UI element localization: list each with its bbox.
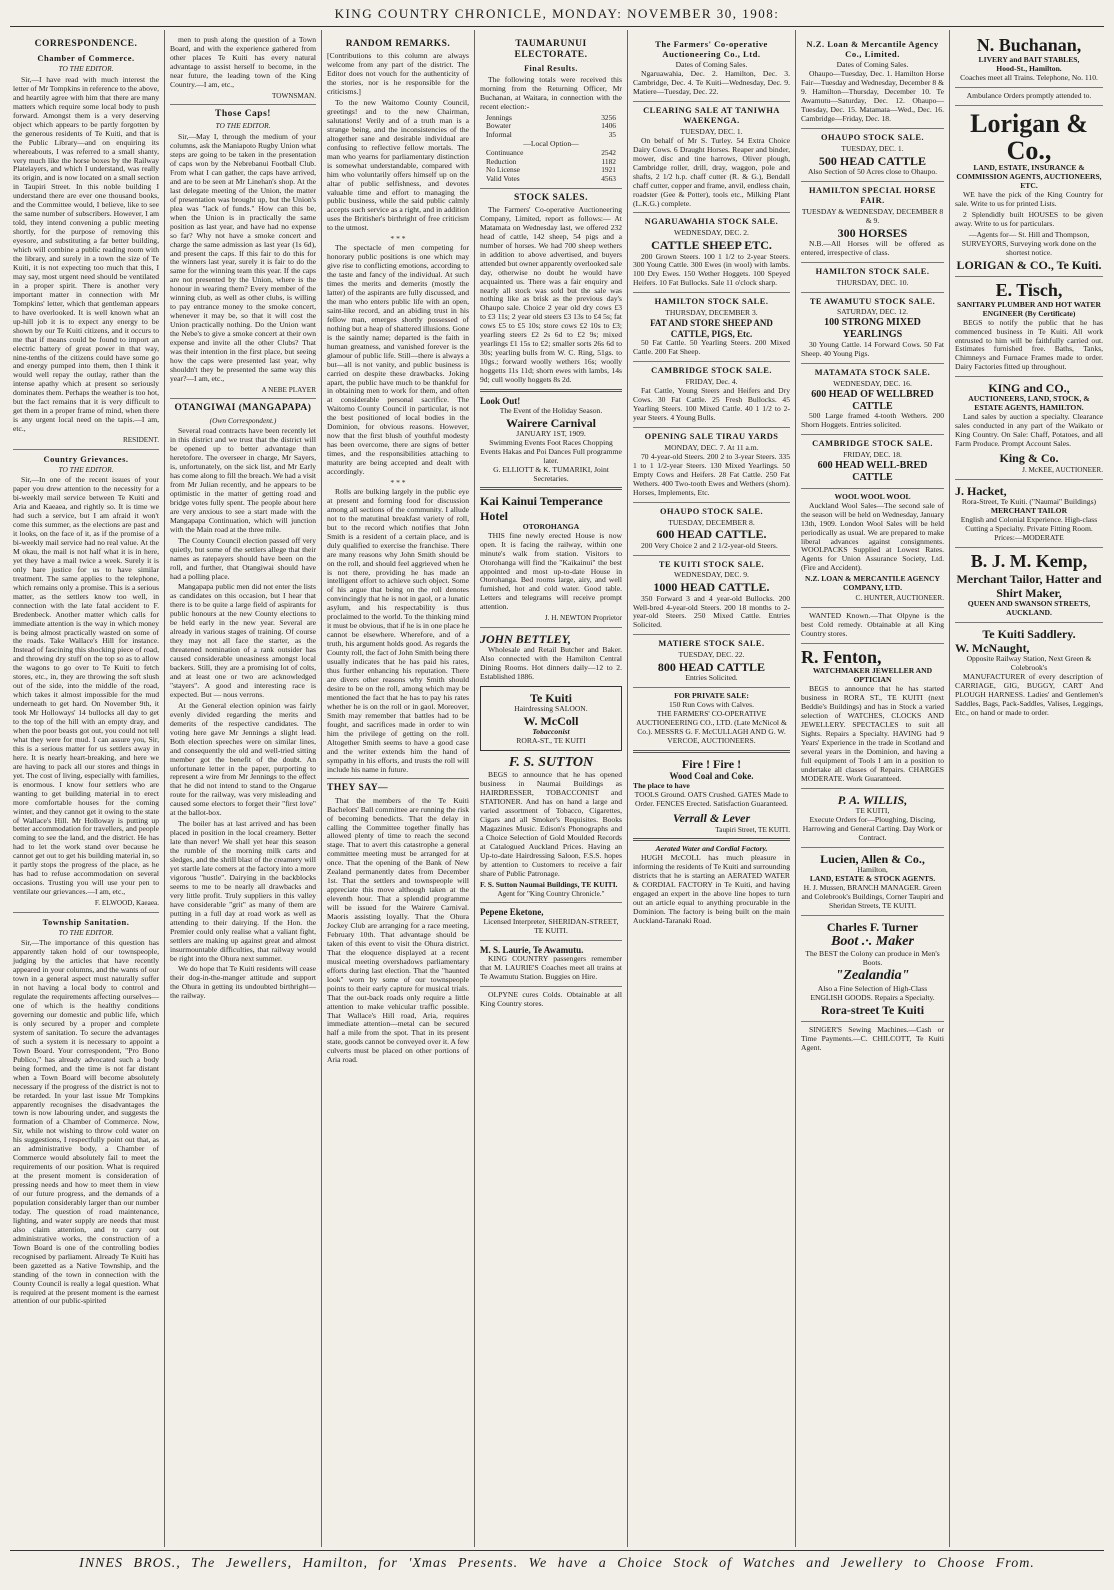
hacket-name: J. Hacket, <box>955 483 1007 498</box>
clearing-sale-heading: CLEARING SALE AT TANIWHA WAEKENGA. <box>643 106 780 125</box>
horse-fair-text: N.B.—All Horses will be offered as entered, irrespective of class. <box>801 238 944 257</box>
salon-address: RORA-ST., TE KUITI <box>516 735 586 745</box>
lucien-trade: LAND, ESTATE & STOCK AGENTS. <box>809 873 936 883</box>
king-trade: AUCTIONEERS, LAND, STOCK, & ESTATE AGENTS, HAMILTON. <box>968 394 1090 413</box>
divider <box>955 622 1103 623</box>
option-row: No License 1921 <box>486 165 616 175</box>
ohaupo-headline: 600 HEAD CATTLE. <box>656 527 767 542</box>
divider <box>801 181 944 182</box>
fire-text: TOOLS Ground. OATS Crushed. GATES Made to Order. FENCES Erected. Satisfaction Guaranteed. <box>634 789 789 808</box>
cambridge-heading: CAMBRIDGE STOCK SALE. <box>812 439 933 449</box>
king-signature: King & Co. <box>999 451 1059 466</box>
tirau-heading: OPENING SALE TIRAU YARDS <box>644 431 779 441</box>
matiere-headline: 800 HEAD CATTLE <box>657 660 766 675</box>
local-option-label: —Local Option— <box>523 138 579 148</box>
column-4 <box>475 30 628 1547</box>
masthead: KING COUNTRY CHRONICLE, MONDAY: NOVEMBER 30, 1908: <box>334 6 780 21</box>
tekuiti-sale-date: WEDNESDAY, DEC. 9. <box>674 570 749 580</box>
random-remarks-heading: RANDOM REMARKS. <box>345 39 451 49</box>
townsman-letter-end: men to push along the question of a Town Board, and with the experience gathered from other places Te Kuiti has every natural advantage to assist herself to become, in the near future, the leading town of the King Country.—I am, etc., <box>170 35 316 89</box>
king-text: Land sales by auction a specialty. Clearance sales conducted in any part of the Waikato or King Country. On Sale: Chaff, Potatoes, and all Farm Produce. Prompt Account Sales. <box>955 412 1103 449</box>
cambridge-heading: CAMBRIDGE STOCK SALE. <box>651 366 772 376</box>
lorigan-text: WE have the pick of the King Country for sale. Write to us for printed Lists. <box>955 190 1103 209</box>
aerated-text: HUGH McCOLL has much pleasure in informing the residents of Te Kuiti and surrounding districts that he is starting an AERATED WATER & CORDIAL FACTORY in Te Kuiti, and having engaged an expert in the above line hopes to turn out an article equal to anything procurable in the Dominion. The factory is being built on the main Auckland-Taranaki Road. <box>633 853 790 925</box>
matiere-heading: MATIERE STOCK SALE. <box>658 639 765 649</box>
nzloan-dates-heading: Dates of Coming Sales. <box>836 60 909 70</box>
they-say-text: That the members of the Te Kuiti Bachelors' Ball committee are running the risk of becoming benedicts. That the delay in calling the Committee together finally has allowed plenty of time to reach the second stage. That to avert this catastrophe a general committee meeting must be arranged for at once. That the opening of the Bank of New Zealand permanently dates from December 1st. That the settlers and townspeople will appreciate this move although taken at the eleventh hour. That a splendid programme will be issued for the Wairere Carnival. Maoris assisting loyally. That the Ohura Jockey Club are arranging for a race meeting, February 10th. That advantage should be taken of this event to visit the Ohura district. That the eloquence displayed at a recent musical meeting overshadows parliamentary efforts during last election. That the "haunted look" worn by some of our townspeople points to their early capture for musical trials. That the out-back roads only require a little attention to make vehicular traffic possible. That Wallace's Hill road, Aria, requires immediate attention—metal can be secured half a mile from the spot. That in its present state, goods cannot be conveyed over it. A few culverts must be placed on other portions of Aria road. <box>327 795 469 1065</box>
divider <box>480 627 622 628</box>
ohaupo-heading: OHAUPO STOCK SALE. <box>659 506 764 516</box>
electorate-heading: TAUMARUNUI ELECTORATE. <box>514 39 588 61</box>
random-remarks-paragraph: To the new Waitomo County Council, greetings! and to the new Chairman, salutations! Verily and of a truth man is a strange being, and the inconsistencies of the altogether sane and desirable individual are confusing to reflective fellow mortals. The man who yearns for parliamentary distinction is somewhat understandable, compared with him who voluntarily offers himself up on the altar of public selfishness, and devotes valuable time and effort to managing the public business, while the said public calmly accepts such service as a right, and in addition uses the Britisher's birthright of free criticism to the utmost. <box>327 97 469 233</box>
ohaupo-text: 200 Very Choice 2 and 2 1/2-year-old Steers. <box>641 540 778 550</box>
teawamutu-headline: 100 STRONG MIXED YEARLINGS <box>824 317 921 341</box>
hotel-proprietor: J. H. NEWTON Proprietor <box>544 614 622 623</box>
fire-place: The place to have <box>633 780 690 790</box>
divider <box>801 1021 944 1022</box>
sanitation-letter: Sir,—The importance of this question has apparently taken hold of our townspeople, judging by the articles that have recently appeared in your columns, and the wants of our town in a general aspect must naturally suffer in not having a local body to control and regulate the requirements affecting ourselves—one of which is the healthy conditions governing our domestic and public life, which is only secured by a proper and complete system of sanitation. To secure the advantages of such a system it is necessary to appoint a Town Board. Your correspondent, "Pro Bono Publico," has already advocated such a body being formed, and the time is not far distant when a Town Board will become absolutely necessary if the progress of the district is not to be retarded. In your last issue Mr Tompkins apparently recognises the disadvantages the town is now labouring under, and suggests the formation of a Chamber of Commerce. Now, Sir, while not wishing to throw cold water on his suggestions, I respectfully point out that, as an administrative body, a Chamber of Commerce would absolutely fail to meet the requirements of our position. What is required at the present moment is consideration of pressing needs and how to meet them in view of our future progress, and the demands of a population considerably larger than our number today. The question of road maintenance, lighting, and water supply are needs that must also claim attention, and to carry out administrative works, the construction of a Town Board is one of the controlling bodies recognised by parliament. Already Te Kuiti has been gazetted as a Native Township, and the standing of the town in connection with the County Council is really a legal question. What is required at the present moment is the earnest attention of our public-spirited <box>13 938 159 1306</box>
divider <box>633 502 790 503</box>
bettley-text: Wholesale and Retail Butcher and Baker. Also connected with the Hamilton Central Dining Rooms. Hot dinners daily—12 to 2. Established 1886. <box>480 644 622 681</box>
sutton-text: BEGS to announce that he has opened business in Naumai Buildings as HAIRDRESSER, TOBACCONIST and STATIONER. And has on hand a large and varied assortment of Tobacco, Cigarettes, Cigars and all Smoker's Requisites. Books Magazines Music. Edison's Phonographs and a Choice Selection of Gold Moulded Records at Catalogued Auckland Prices. Having an Up-to-date Hairdressing Saloon, F.S.S. hopes by attention to Customers to receive a fair share of Public Patronage. <box>480 770 622 878</box>
tisch-name: E. Tisch, <box>995 279 1063 300</box>
divider <box>480 389 622 392</box>
ngaruawahia-headline: CATTLE SHEEP ETC. <box>651 238 772 253</box>
mcnaught-name: W. McNaught, <box>955 640 1030 655</box>
footer-rule <box>10 1550 1104 1551</box>
sanitation-heading: Township Sanitation. <box>42 916 130 927</box>
ngaruawahia-heading: NGARUAWAHIA STOCK SALE. <box>644 217 779 227</box>
option-row: Reduction 1182 <box>486 156 616 166</box>
willis-name: P. A. WILLIS, <box>837 792 908 807</box>
mcnaught-text: MANUFACTURER of every description of CARRIAGE, GIG, BUGGY, CART And PLOUGH HARNESS. Ladies' and Gentlemen's Saddles, Bags, Pack-Saddles, Valises, Leggings, Etc., on hand or made to order. <box>955 671 1103 717</box>
lorigan-signature: LORIGAN & CO., Te Kuiti. <box>956 257 1102 272</box>
columns <box>8 30 1108 1547</box>
lucien-town: Hamilton, <box>857 864 888 874</box>
ngaruawahia-text: 200 Grown Steers. 100 1 1/2 to 2-year Steers. 300 Young Cattle. 300 Ewes (in wool) with lambs. 100 Dry Ewes. 150 Wether Hoggets. 100 Speyed Heifers. 10 Fat Bullocks. Sale 11 o'clock sharp. <box>633 251 790 288</box>
private-sale-heading: FOR PRIVATE SALE: <box>674 691 749 701</box>
they-say-heading: THEY SAY— <box>327 783 389 794</box>
divider <box>633 101 790 102</box>
stock-sales-text: The Farmers' Co-operative Auctioneering Company, Limited, report as follows:— At Matamata on Wednesday last, we offered 232 head of cattle, 142 sheep, 54 pigs and a number of horses. We had 700 sheep wethers in addition to above advertised, and buyers attended but owner apparently overlooked sale day, otherwise no doubt he would have acquainted us. There was a fair enquiry and nearly all stock was sold but the sale was nothing like as brisk as the previous day's Ohaupo sale. Choice 2 year old dry cows £3 to £3 11s; 2 year old steers £3 13s to £4 5s; fat cows £5 to £5 10s; store cows £2 10s to £3; yearling steers £2 2s 6d to £2 9s; mixed yearlings £1 15s to £2; smaller sorts 26s 6d to 30s; yearling bulls from W. C. Ring, 51gs. to 10gs.; forward woolly wethers 16s; woolly hoggetts 11s 11d; shorn ewes with lambs, 14s 9d; cull woolly hoggets 8s 2d. <box>480 204 622 385</box>
ambulance-text: Ambulance Orders promptly attended to. <box>966 90 1092 100</box>
salon-trade: Tobacconist <box>532 727 570 737</box>
column-7 <box>950 30 1108 1547</box>
farmers-company-heading: The Farmers' Co-operative Auctioneering Co., Ltd. <box>655 39 768 60</box>
turner-name: Charles F. Turner <box>826 919 919 934</box>
buchanan-address: Hood-St., Hamilton. <box>996 63 1062 73</box>
lorigan-houses: 2 Splendidly built HOUSES to be given away. Write to us for particulars. <box>955 209 1103 228</box>
grievances-signature: F. ELWOOD, Kaeaea. <box>94 899 159 908</box>
turner-address: Rora-street Te Kuiti <box>820 1002 925 1017</box>
cambridge-date: FRIDAY, DEC. 18. <box>843 450 902 460</box>
olpyne-ad: WANTED Known.—That Olpyne is the best Cold remedy. Obtainable at all King Country stores. <box>801 610 944 638</box>
salon-owner: W. McColl <box>523 713 579 728</box>
chamber-letter: Sir,—I have read with much interest the letter of Mr Tompkins in reference to the above, and heartily agree with him that there are many matters which require some local body to push forward. Amongst them is a very deserving object which appears to be partly forgotten by the generous residents of Te Kuiti, and that is the Public Library—and on enquiring its whereabouts, I was referred to a small shanty, very much like the horse boxes by the Railway Platelayers, and which I understand, was really its origin, and is now located on a small section in Taupiri Street. In this noble building I understand there are ever one thousand books, and the Committee would, I believe, like to see the same number of subscribers. However, I am told, they intend convening a public meeting shortly, for the purpose of removing this eyesore, and substituting a far better building, which will combine a public reading room with the library, and surely in a town the size of Te Kuiti, it is not expecting too much that this, I may say, most urgent need should be ventilated in a proper spirit. There is another very important matter in connection with Mr Tompkins' letter, which that gentleman appears to have overlooked. It is well known what an up-hill job it is to expect any energy to be shown by our Te Kuiti citizens, and it occurs to me that if means could be found to import an electric battery of great power in that way, nine-tenths of the citizens could have some go and energy pumped into them, then I think it would well repay the outlay, rather than the intense apathy which at present so seriously dominates them. Perhaps the weather is too hot, but the fact remains that it is very difficult to get them in a proper frame of mind, when there is any urgent local need on the tapis.—I am, etc., <box>13 74 159 434</box>
otangiwai-paragraph: We do hope that Te Kuiti residents will cease their dog-in-the-manger attitude and support the Ohura in getting its undoubted birthright—the railway. <box>170 964 316 1001</box>
masthead-rule <box>10 26 1104 27</box>
tisch-trade: SANITARY PLUMBER AND HOT WATER ENGINEER (By Certificate) <box>956 299 1102 318</box>
hamilton-date: THURSDAY, DECEMBER 3. <box>665 308 758 318</box>
carnival-secretaries: G. ELLIOTT & K. TUMARIKI, Joint Secretaries. <box>493 464 609 483</box>
hamilton-text: 50 Fat Cattle. 50 Yearling Steers. 200 Mixed Cattle. 200 Fat Sheep. <box>633 338 790 357</box>
lorigan-name: Lorigan & Co., <box>970 108 1088 165</box>
farmers-dates-heading: Dates of Coming Sales. <box>675 60 748 70</box>
to-editor: TO THE EDITOR. <box>58 927 114 937</box>
king-name: KING and CO., <box>988 381 1070 396</box>
salon-type: Hairdressing SALOON. <box>514 703 588 713</box>
laurie-text: KING COUNTRY passengers remember that M. LAURIE'S Coaches meet all trains at Te Awamutu Station. Buggies on Hire. <box>480 954 622 982</box>
matamata-text: 500 Large framed 4-tooth Wethers. 200 Shorn Hoggets. Entries solicited. <box>801 411 944 430</box>
lucien-text: H. J. Mussen, BRANCH MANAGER. Green and Colebrook's Buildings, Corner Taupiri and Sheridan Streets, TE KUITI. <box>801 882 944 910</box>
fenton-text: BEGS to announce that he has started business in RORA ST., TE KUITI (next Beddie's Buildings) and has in Stock a varied selection of WATCHES, CLOCKS AND JEWELLERY. SPECTACLES to suit all Sights. Repairs a Specialty. HAVING had 9 Years' Experience in the trade in Scotland and several years in the Dominion, and having a full equipment of Tools I am in a position to undertake all classes of Repairs. CHARGES MODERATE. Work Guaranteed. <box>801 684 944 783</box>
salon-town: Te Kuiti <box>530 690 572 705</box>
divider <box>955 87 1103 88</box>
divider <box>801 262 944 263</box>
divider <box>955 376 1103 377</box>
carnival-events: Swimming Events Foot Races Chopping Events Hakas and Poi Dances Full programme later. <box>480 437 622 465</box>
divider <box>633 750 790 753</box>
divider <box>801 488 944 489</box>
tirau-text: 70 4-year-old Steers. 200 2 to 3-year Steers. 335 1 to 1 1/2-year Steers. 130 Mixed Yearlings. 50 Empty Cows and Heifers. 28 Fat Cattle. 250 Fat Wethers. 400 Two-tooth Ewes and Wethers (shorn). Horses, Implements, Etc. <box>633 451 790 497</box>
column-5 <box>628 30 796 1547</box>
matiere-date: TUESDAY, DEC. 22. <box>678 650 745 660</box>
local-option-list <box>480 149 622 184</box>
results-list <box>480 114 622 140</box>
lookout-subheading: The Event of the Holiday Season. <box>499 405 603 415</box>
fire-subheading: Wood Coal and Coke. <box>669 771 754 782</box>
to-editor: TO THE EDITOR. <box>215 121 271 131</box>
chamber-signature: RESIDENT. <box>123 436 159 445</box>
divider <box>480 940 622 941</box>
private-sale-text: 150 Run Cows with Calves. <box>668 700 754 710</box>
tekuiti-sale-headline: 1000 HEAD CATTLE. <box>653 580 770 595</box>
aerated-heading: Aerated Water and Cordial Factory. <box>655 844 768 854</box>
cambridge-date: FRIDAY, Dec. 4. <box>685 377 738 387</box>
tekuiti-sale-heading: TE KUITI STOCK SALE. <box>658 559 765 569</box>
sutton-signature: F. S. Sutton Naumai Buildings, TE KUITI. <box>480 879 618 889</box>
caps-heading: Those Caps! <box>215 109 271 120</box>
caps-signature: A NEBE PLAYER <box>261 385 316 394</box>
section-separator: * * * <box>390 234 406 244</box>
cambridge-text: Fat Cattle, Young Steers and Heifers and Dry Cows. 30 Fat Cattle. 25 Fresh Bullocks. 45 Yearling Steers. 100 Mixed Cattle. 40 1 1/2 to 2-year Steers. 4 Young Bulls. <box>633 386 790 423</box>
buchanan-trade: LIVERY and BAIT STABLES, <box>978 54 1080 64</box>
turner-text-2: Also a Fine Selection of High-Class ENGLISH GOODS. Repairs a Specialty. <box>810 983 935 1002</box>
option-row: Valid Votes 4563 <box>486 174 616 184</box>
ohaupo-headline: 500 HEAD CATTLE <box>818 153 927 168</box>
verrall-name: Verrall & Lever <box>672 810 751 825</box>
stock-sales-heading: STOCK SALES. <box>514 192 588 203</box>
olpyne-ad: OLPYNE cures Colds. Obtainable at all King Country stores. <box>480 990 622 1009</box>
chamber-heading: Chamber of Commerce. <box>37 53 135 64</box>
hotel-place: OTOROHANGA <box>522 521 580 531</box>
carnival-date: JANUARY 1ST, 1909. <box>516 428 586 438</box>
to-editor: TO THE EDITOR. <box>58 64 114 74</box>
divider <box>801 643 944 644</box>
carnival-title: Wairere Carnival <box>506 415 596 430</box>
hacket-trade: MERCHANT TAILOR <box>990 505 1068 515</box>
divider <box>801 607 944 608</box>
fenton-name: R. Fenton, <box>801 646 882 667</box>
electorate-subheading: Final Results. <box>524 64 578 74</box>
divider <box>480 902 622 903</box>
random-remarks-paragraph: Rolls are bulking largely in the public eye at present and forming food for discussion among all sections of the community. I allude not to the matutinal breakfast variety of roll, but to the record which notifies that John Smith is a resident of a certain place, and is duly qualified to exercise the franchise. There are many reasons why John Smith should be on the roll, and should feel aggrieved when he is not there, providing he has made an intelligent effort to achieve such object. Some of his argue that being on the roll denotes convincingly that he is not in gaol, or a lunatic asylum, and his respectability is thus proclaimed to the world. To the thinking mind it must be obvious, that if he is in one place he cannot be elsewhere. Wherefore, and of a truth, his argument holds good. As regards the County roll, the fact of John Smith being there usually indicates that he has paid his rates, thus further enhancing his reputation. There are divers other reasons why Smith should desire to be on the roll, among which may be mentioned the fact that he has to pay his rates whether he is on the roll or in gaol. Moreover, Smith may remember that battles had to be fought, and sacrifices made in order to win him the privilege of getting on the roll. Altogether Smith seems to have a good case and the writer extends him the hand of sympathy in his efforts, and trusts the roll will include his name in future. <box>327 486 469 774</box>
to-editor: TO THE EDITOR. <box>58 464 114 474</box>
nzloan-heading: N.Z. Loan & Mercantile Agency Co., Limited. <box>806 39 939 60</box>
teawamutu-heading: TE AWAMUTU STOCK SALE. <box>809 296 936 306</box>
farmers-footer: THE FARMERS' CO-OPERATIVE AUCTIONEERING CO., LTD. (Late McNicol & Co.). MESSRS G. F. McCULLAGH AND G. W. VERCOE, AUCTIONEERS. <box>636 709 787 746</box>
matamata-headline: 600 HEAD OF WELLBRED CATTLE <box>811 388 934 412</box>
electorate-text: The following totals were received this morning from the Returning Officer, Mr Buchanan, at Waitara, in connection with the recent election:- <box>480 74 622 111</box>
otangiwai-paragraph: At the General election opinion was fairly evenly divided regarding the merits and demerits of the respective candidates. The voting here gave Mr Jennings a slight lead. Both election speeches were on similar lines, and consequently the old and well-tried sitting member got the benefit of the doubt. An unfortunate letter in the paper, purporting to represent a wire from Mr Jennings to the effect that he did not intend to stand to the Ongarue route for the railway, was very misleading and caused some electors to forget their "first love" at the ballot-box. <box>170 700 316 818</box>
kemp-trade: Merchant Tailor, Hatter and Shirt Maker, <box>956 571 1102 600</box>
divider <box>170 398 316 399</box>
buchanan-name: N. Buchanan, <box>976 35 1082 55</box>
divider <box>955 276 1103 277</box>
lookout-heading: Look Out! <box>480 396 521 407</box>
matiere-text: Entries Solicited. <box>685 673 738 683</box>
hacket-text: English and Colonial Experience. High-class Cutting a Specialty. Private Fitting Room. Prices:—MODERATE <box>960 514 1098 542</box>
matamata-heading: MATAMATA STOCK SALE. <box>814 367 931 377</box>
otangiwai-paragraph: Mangapapa public men did not enter the lists as candidates on this occasion, but I hear that there is to be quite a large field of aspirants for public honours at the new County elections to be held early in the new year. Several are already in various stages of training. Of course they may not all face the starter, as the threatened nomination of a rank outsider has caused considerable uneasiness amongst local backers. Still, they are a promising lot of colts, and at least one or two are acknowledged "stayers". A good and interesting race is expected. But — nous verrons. <box>170 582 316 699</box>
divider <box>633 555 790 556</box>
hamilton-headline: FAT AND STORE SHEEP AND CATTLE, PIGS, Etc. <box>650 318 773 339</box>
correspondence-heading: CORRESPONDENCE. <box>34 39 138 49</box>
divider <box>955 479 1103 480</box>
divider <box>801 434 944 435</box>
turner-trade: Boot .·. Maker <box>831 933 914 949</box>
clearing-sale-text: On behalf of Mr S. Turley. 54 Extra Choice Dairy Cows. 6 Draught Horses. Reaper and binder, mower, disc and tine harrows, Oliver plough, Cambridge roller, drill, dray, waggon, pole and shafts, 2 1/2 h.p. chaff cutter (R. & G.), Bendall chaff cutter, copper and frame, anvil, endless chain, roadster (Gee & Potter), tools etc., Milking Plant (L.K.G.) complete. <box>633 135 790 208</box>
column-1 <box>8 30 165 1547</box>
otangiwai-paragraph: The County Council election passed off very quietly, but some of the settlers allege that their names as ratepayers should have been on the roll, and further, that Otangiwai should have had a polling place. <box>170 535 316 581</box>
result-row: Bowater 1406 <box>486 121 616 131</box>
divider <box>633 292 790 293</box>
result-row: Jennings 3256 <box>486 112 616 122</box>
hamilton-heading: HAMILTON STOCK SALE. <box>654 297 769 307</box>
nzloan-dates: Ohaupo—Tuesday, Dec. 1. Hamilton Horse Fair—Tuesday and Wednesday, December 8 & 9. Hamilton—Thursday, December 10. Te Awamutu—Saturday, Dec. 12. Ohaupo—Tuesday, Dec. 15. Matamata—Wed., Dec. 16. Cambridge—Friday, Dec. 18. <box>801 69 944 123</box>
turner-text: The BEST the Colony can produce in Men's Boots. <box>805 949 940 968</box>
divider <box>480 188 622 189</box>
divider <box>801 915 944 916</box>
divider <box>801 847 944 848</box>
random-remarks-paragraph: The spectacle of men competing for honorary public positions is one which may give rise to conflicting emotions, according to the taste and fancy of the individual. At such times the merits and demerits (mostly the latter) of the aspirants are fully discussed, and the man who enters public life with an open, saint-like record, and an abiding trust in his fellow man, emerges shortly possessed of nothing but a heap of shattered illusions. Gone is the saintly name; departed is the faith in human greatness, and vanished forever is the glamour of public life. Still—there is always a but—all is not vanity, and public business is carried on despite these drawbacks. Joking apart, the public have much to be thankful for in obtaining men to work for them, and often at considerable personal sacrifice. The Waitomo County Council in particular, is not the best positioned of local bodies in the Dominion, for obvious reasons. However, now that the first blush of youthful modesty has been overcome, there are signs of better times, and the responsibilities attaching to maturity are being accepted and dealt with accordingly. <box>327 243 469 477</box>
otangiwai-heading: OTANGIWAI (MANGAPAPA) <box>174 403 312 414</box>
horse-fair-headline: 300 HORSES <box>837 225 908 240</box>
column-2 <box>165 30 322 1547</box>
teawamutu-text: 30 Young Cattle. 14 Forward Cows. 50 Fat Sheep. 40 Young Pigs. <box>801 340 944 358</box>
option-row: Continuance 2542 <box>486 147 616 157</box>
fenton-trade: WATCHMAKER JEWELLER AND OPTICIAN <box>812 666 933 685</box>
footer-ad: INNES BROS., The Jewellers, Hamilton, for 'Xmas Presents. We have a Choice Stock of Watches and Jewellery to Choose From. <box>79 1556 1035 1571</box>
wool-heading: WOOL WOOL WOOL <box>834 491 911 501</box>
column-3 <box>322 30 475 1547</box>
divider <box>633 212 790 213</box>
divider <box>633 427 790 428</box>
laurie-name: M. S. Laurie, Te Awamutu. <box>480 944 584 955</box>
ohaupo-text: Also Section of 50 Acres close to Ohaupo. <box>807 166 938 176</box>
divider <box>633 687 790 688</box>
tekuiti-sale-text: 350 Forward 3 and 4 year-old Bullocks. 200 Well-bred 4-year-old Steers. 200 18 months to 2-year-old Steers. 250 Mixed Cattle. Entries Solicited. <box>633 593 790 630</box>
divider <box>480 986 622 987</box>
section-separator: * * * <box>390 478 406 487</box>
ohaupo-heading: OHAUPO STOCK SALE. <box>820 132 925 142</box>
pepene-name: Pepene Eketone, <box>480 907 544 918</box>
hacket-address: Rora-Street, Te Kuiti. ("Naumai" Buildings) <box>961 496 1097 506</box>
sutton-name: F. S. SUTTON <box>508 754 594 770</box>
divider <box>633 634 790 635</box>
mcnaught-address: Opposite Railway Station, Next Green & Colebrook's <box>966 654 1092 673</box>
matamata-date: WEDNESDAY, DEC. 16. <box>833 378 912 388</box>
divider <box>480 487 622 490</box>
willis-town: TE KUITI, <box>855 805 890 815</box>
result-row: Informal 35 <box>486 130 616 140</box>
divider <box>327 778 469 779</box>
bettley-name: JOHN BETTLEY, <box>480 631 571 646</box>
tisch-text: BEGS to notify the public that he has commenced business in Te Kuiti. All work entrusted to him will be faithfully carried out. Estimates furnished free. Baths, Tanks, Chimneys and Furnace Frames made to order. Dairy Factories fitted up throughout. <box>955 317 1103 372</box>
divider <box>13 912 159 913</box>
buchanan-text: Coaches meet all Trains. Telephone, No. 110. <box>960 72 1098 82</box>
divider <box>801 292 944 293</box>
nzloan-auctioneer: C. HUNTER, AUCTIONEER. <box>855 594 944 603</box>
hotel-text: THIS fine newly erected House is now open. It is facing the railway, within one minute's walk from station. Visitors to Otorohanga will find the "Kaikainui" the best appointed and most up-to-date House in Otorohanga. Bed rooms large, airy, and well furnished, hot and cold water. Good table. Letters and telegrams will receive prompt attention. <box>480 530 622 612</box>
grievances-letter: Sir,—In one of the recent issues of your paper you drew attention to the necessity for a bi-weekly mail service between Te Kuiti and Aria and Kaeaea, and rightly so. It is time we had such a service, but I am afraid it won't come this summer, as the elections are past and it looks, on the face of it, as if the promise of a bi-weekly mail service had no real value. At the M okau, the mail is not half what it is in here, yet they have a mail twice a week. Surely it is only bare justice for us to have similar treatment. The same applies to the telephone, which remains only a promise. This is a serious matter, as the settlers know too well, in connection with the late fatal accident to F. Bredenbeck. Another matter which calls for immediate attention is the way in which money is being almost practically wasted on some of the roads. Take Wallace's Hill for instance. Instead of fascining this shocking piece of road, and throwing dry stuff on the top so as to allow the wagons to go over to Te Kuiti to fetch stores, etc., in, they are throwing the soft slush out of the side, into the middle of the road, which takes it almost impossible for the mud underneath to get hard. On November 9th, it took Mr Holloways' 14 bullocks all day to get to the top of the hill with an empty dray, and when the poor beasts got out, you could not tell what they were for mud. I can assure you, Sir, this is a serious matter for us settlers away in here. It is nearly heart-breaking, and here we are having to pack all our stores and things in yet. The cost of living, especially with families, is enormous. I know four settlers who are wanting to get building material in to erect more comfortable houses for the coming winter, and they cannot get it owing to the state of Wallace's Hill. Mr Holloway is putting up better accommodation for travellers, and people coming to see the land, and the district. He has had to let the work stand over because he cannot get out to get his building material in, so it partly stops the progress of the place, as he has had to refuse accommodation on several occasions. Trusting you will use your pen to ventilate our grievances.—I am, etc., <box>13 475 159 897</box>
lorigan-trade: LAND, ESTATE, INSURANCE & COMMISSION AGENTS, AUCTIONEERS, ETC. <box>956 163 1102 191</box>
pepene-text: Licensed Interpreter, SHERIDAN-STREET, TE KUITI. <box>483 916 619 935</box>
divider <box>13 449 159 450</box>
grievances-heading: Country Grievances. <box>43 453 129 464</box>
lorigan-agents: —Agents for— St. Hill and Thompson, SURVEYORS, Surveying work done on the shortest notice. <box>961 229 1097 257</box>
kemp-name: B. J. M. Kemp, <box>970 550 1088 571</box>
caps-letter: Sir,—May I, through the medium of your columns, ask the Maniapoto Rugby Union what steps are going to be taken in the presentation of caps won by the Nebrebanui Football Club. From what I can gather, the caps have arrived, and are to be seen at Mr Linehan's shop. At the last delegate meeting of the Union, the matter of presentation was brought up, but the Union's plea was "lack of funds." How can this be, when the Union is in practically the same position as last year, and have had no expense so far? Why not have a smoke concert and charge the same admission as last year (1s 6d), and present the caps. If this fair to do this for the winners last year, surely it is fair to do the same for the winning team this year. If the caps are not presented by the Union, where is the honour in wearing them? Every member of the winning club, as well as other clubs, is willing to pay entrance money to the smoke concert, whenever it may be, so that it will cost the Union practically nothing. Do the Union want the Nebe's to give a smoke concert at their own expense and invite all the other Clubs? That was their intention in the first place, but seeing how the caps were presented last year, why shouldn't they be presented the same way this year?—I am, etc., <box>170 132 316 383</box>
singer-ad: SINGER'S Sewing Machines.—Cash or Time Payments.—C. CHILCOTT, Te Kuiti Agent. <box>801 1024 944 1052</box>
column-6 <box>796 30 950 1547</box>
hairdressing-ad <box>480 686 622 751</box>
lucien-name: Lucien, Allen & Co., <box>820 851 925 866</box>
ngaruawahia-date: WEDNESDAY, DEC. 2. <box>674 228 749 238</box>
otangiwai-byline: (Own Correspondent.) <box>209 415 277 425</box>
hotel-name: Kai Kainui Temperance Hotel <box>480 494 603 523</box>
divider <box>955 547 1103 548</box>
otangiwai-paragraph: The boiler has at last arrived and has been placed in position in the local creamery. Better late than never! We shall yet hear this season the rumble of the morning milk carts and sledges, and the shrill blast of the creamery will yet startle late comers at the factory into a more vigorous "hustle". Dairying in the backblocks seems to me to be nearly all drawbacks and very little profit. Truly suppliers in this valley have considerable "grit" as many of them are putting in a full day at road work as well as attending to their dairying. If the Hon. the Premier could only realise what a valiant fight, settlers are making up against great and almost insurmountable difficulties, that railway would be right into the Ohura next summer. <box>170 819 316 963</box>
nzloan-signature: N.Z. LOAN & MERCANTILE AGENCY COMPANY, LTD. <box>804 574 940 593</box>
cambridge-headline: 600 HEAD WELL-BRED CATTLE <box>817 460 928 483</box>
clearing-sale-date: TUESDAY, DEC. 1. <box>680 126 743 136</box>
townsman-signature: TOWNSMAN. <box>272 91 316 100</box>
fire-heading: Fire ! Fire ! <box>681 757 742 772</box>
tirau-date: MONDAY, DEC. 7. At 11 a.m. <box>664 442 759 452</box>
teawamutu-date: SATURDAY, DEC. 12. <box>836 307 909 317</box>
hamilton-heading: HAMILTON STOCK SALE. <box>815 266 930 276</box>
divider <box>633 838 790 841</box>
divider <box>801 128 944 129</box>
otangiwai-paragraph: Several road contracts have been recently let in this district and we trust that the district will be opened up to better advantage than heretofore. The overseer in charge, Mr Sayers, is, unfortunately, on the sick list, and Mr Early has come along to fill the breach. We had a visit from Mr Julian recently, and he appears to be optimistic in the matter of getting road and bridge votes fully spent. The people about here are very anxious to see a start made with the Mangapapa Continuation, which will junction with the Main road at the three mile. <box>170 426 316 534</box>
divider <box>955 105 1103 106</box>
sutton-agent: Agent for "King Country Chronicle." <box>497 889 605 898</box>
divider <box>801 363 944 364</box>
wool-text: Auckland Wool Sales—The second sale of the season will be held on Wednesday, January 13th, 1909. London Wool Sales will be held periodically as usual. We are prepared to make liberal advances against consignments. WOOLPACKS Supplied at Lowest Rates. Agents for Union Assurance Society, Ltd. (Fire and Accident). <box>801 500 944 573</box>
willis-text: Execute Orders for—Ploughing, Discing, Harrowing and General Carting. Day Work or Contract. <box>802 814 943 842</box>
horse-fair-date: TUESDAY & WEDNESDAY, DECEMBER 8 & 9. <box>801 206 944 225</box>
farmers-dates: Ngaruawahia, Dec. 2. Hamilton, Dec. 3. Cambridge, Dec. 4. Te Kuiti—Wednesday, Dec. 9. Matiere—Tuesday, Dec. 22. <box>633 69 790 97</box>
horse-fair-heading: HAMILTON SPECIAL HORSE FAIR. <box>809 185 936 205</box>
zealandia-brand: "Zealandia" <box>835 968 910 984</box>
king-auctioneer: J. McKEE, AUCTIONEER. <box>1022 466 1103 475</box>
ohaupo-date: TUESDAY, DECEMBER 8. <box>668 517 755 527</box>
verrall-address: Taupiri Street, TE KUITI. <box>715 825 790 834</box>
divider <box>801 788 944 789</box>
saddlery-heading: Te Kuiti Saddlery. <box>982 626 1076 641</box>
divider <box>633 361 790 362</box>
divider <box>170 104 316 105</box>
ohaupo-date: TUESDAY, DEC. 1. <box>841 143 904 153</box>
hamilton-date: THURSDAY, DEC. 10. <box>836 277 909 287</box>
random-remarks-note: [Contributions to this column are always welcome from any part of the district. The Editor does not vouch for the authenticity of the stories, nor is he responsible for the criticisms.] <box>327 51 469 97</box>
kemp-address: QUEEN AND SWANSON STREETS, AUCKLAND. <box>967 598 1091 617</box>
